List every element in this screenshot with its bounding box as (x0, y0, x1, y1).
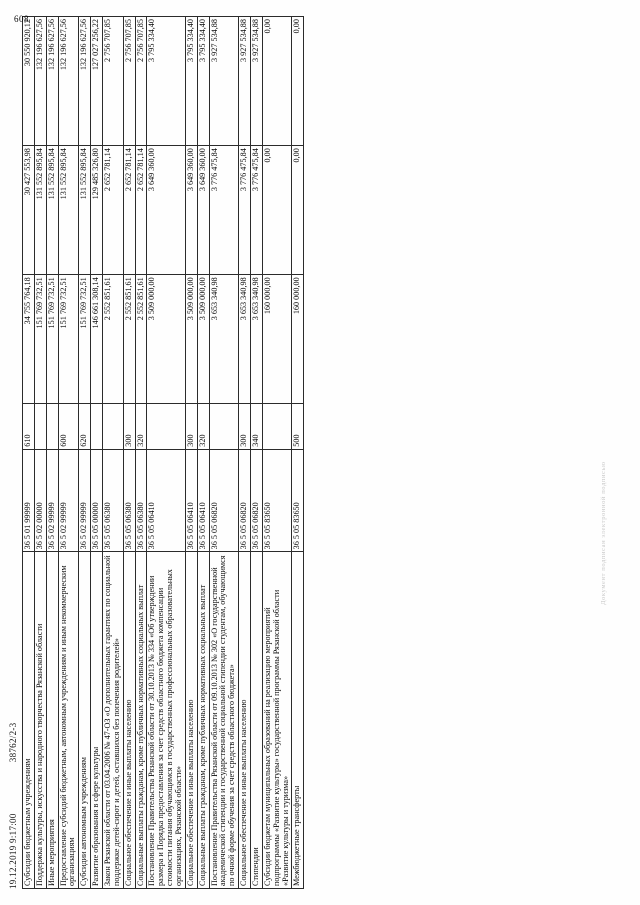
table-row (135, 17, 147, 889)
row-code: 36 5 02 99999 (79, 449, 91, 552)
row-name: Постановление Правительства Рязанской области от 09.10.2013 № 302 «О государственной академической стипендии и государственной социальной стипендии студентам, обучающимся по очной форме обучения за счет средств областного бюджета» (209, 552, 239, 889)
row-vr (262, 404, 292, 449)
row-value-2: 131 552 895,84 (79, 146, 91, 275)
row-vr: 610 (23, 404, 35, 449)
row-value-2: 0,00 (262, 146, 292, 275)
row-value-1: 3 509 000,00 (147, 275, 185, 404)
row-value-1: 2 552 851,61 (135, 275, 147, 404)
row-value-1: 3 653 340,98 (251, 275, 263, 404)
row-value-1: 2 552 851,61 (123, 275, 135, 404)
table-row (209, 17, 239, 889)
row-value-3: 0,00 (292, 17, 304, 146)
row-value-2: 2 652 781,14 (123, 146, 135, 275)
row-value-2: 0,00 (292, 146, 304, 275)
table-row (79, 17, 91, 889)
table-row (123, 17, 135, 889)
row-value-2: 3 649 360,00 (147, 146, 185, 275)
row-value-1: 160 000,00 (292, 275, 304, 404)
electronic-signature-watermark: Документ подписан электронной подписью (600, 461, 607, 605)
row-value-3: 2 756 707,85 (103, 17, 124, 146)
row-value-3: 3 927 534,88 (239, 17, 251, 146)
row-code: 36 5 05 83650 (292, 449, 304, 552)
row-value-3: 2 756 707,85 (135, 17, 147, 146)
row-vr (91, 404, 103, 449)
row-name: Социальные выплаты гражданам, кроме публичных нормативных социальных выплат (135, 552, 147, 889)
row-value-2: 30 427 553,98 (23, 146, 35, 275)
meta-timestamp: 19.12.2019 9:17:00 (8, 813, 18, 889)
row-code: 36 5 05 06410 (197, 449, 209, 552)
table-row (185, 17, 197, 889)
row-value-2: 131 552 895,84 (58, 146, 79, 275)
row-vr (103, 404, 124, 449)
row-name: Закон Рязанской области от 03.04.2006 № 47-ОЗ «О дополнительных гарантиях по социальной поддержке детей-сирот и детей, оставшихся без попечения родителей» (103, 552, 124, 889)
row-value-3: 30 550 920,12 (23, 17, 35, 146)
table-row (58, 17, 79, 889)
row-value-1: 3 509 000,00 (197, 275, 209, 404)
row-vr: 340 (251, 404, 263, 449)
table-row (91, 17, 103, 889)
row-value-2: 3 776 475,84 (239, 146, 251, 275)
row-value-3: 3 795 334,40 (197, 17, 209, 146)
table-row (251, 17, 263, 889)
row-name: Социальное обеспечение и иные выплаты населению (185, 552, 197, 889)
row-value-3: 132 196 627,56 (46, 17, 58, 146)
row-code: 36 5 02 99999 (46, 449, 58, 552)
row-value-2: 131 552 895,84 (34, 146, 46, 275)
row-code: 36 5 05 06820 (209, 449, 239, 552)
row-value-2: 131 552 895,84 (46, 146, 58, 275)
table-row (262, 17, 292, 889)
row-vr: 600 (58, 404, 79, 449)
row-value-2: 3 649 360,00 (185, 146, 197, 275)
row-code: 36 5 05 06410 (147, 449, 185, 552)
row-name: Субсидии автономным учреждениям (79, 552, 91, 889)
row-value-2: 2 652 781,14 (103, 146, 124, 275)
document-meta-left (8, 723, 18, 889)
page-number: 608 (14, 14, 29, 24)
row-vr: 300 (239, 404, 251, 449)
row-vr (34, 404, 46, 449)
row-vr: 500 (292, 404, 304, 449)
row-value-2: 2 652 781,14 (135, 146, 147, 275)
budget-table (22, 16, 304, 889)
row-code: 36 5 05 06380 (103, 449, 124, 552)
row-value-2: 129 485 326,80 (91, 146, 103, 275)
row-value-2: 3 776 475,84 (251, 146, 263, 275)
row-value-3: 127 027 256,22 (91, 17, 103, 146)
row-vr: 620 (79, 404, 91, 449)
row-name: Предоставление субсидий бюджетным, автономным учреждениям и иным некоммерческим организациям (58, 552, 79, 889)
table-row (46, 17, 58, 889)
row-value-1: 34 755 764,18 (23, 275, 35, 404)
row-name: Стипендии (251, 552, 263, 889)
row-value-2: 3 649 360,00 (197, 146, 209, 275)
table-row (147, 17, 185, 889)
table-row (23, 17, 35, 889)
row-name: Социальное обеспечение и иные выплаты населению (239, 552, 251, 889)
row-value-1: 2 552 851,61 (103, 275, 124, 404)
row-value-1: 3 653 340,98 (239, 275, 251, 404)
row-vr: 300 (185, 404, 197, 449)
row-value-1: 3 509 000,00 (185, 275, 197, 404)
row-value-3: 132 196 627,56 (79, 17, 91, 146)
row-name: Поддержка культуры, искусства и народного творчества Рязанской области (34, 552, 46, 889)
row-vr: 320 (135, 404, 147, 449)
row-vr: 300 (123, 404, 135, 449)
budget-table-body (23, 17, 304, 889)
row-value-3: 3 795 334,40 (147, 17, 185, 146)
table-row (292, 17, 304, 889)
row-vr (209, 404, 239, 449)
row-value-1: 151 769 732,51 (46, 275, 58, 404)
row-name: Иные мероприятия (46, 552, 58, 889)
row-vr: 320 (197, 404, 209, 449)
row-value-2: 3 776 475,84 (209, 146, 239, 275)
row-value-3: 3 927 534,88 (251, 17, 263, 146)
row-code: 36 5 02 99999 (58, 449, 79, 552)
row-name: Развитие образования в сфере культуры (91, 552, 103, 889)
table-row (197, 17, 209, 889)
row-code: 36 5 01 99999 (23, 449, 35, 552)
row-value-3: 132 196 627,56 (58, 17, 79, 146)
meta-docnumber: 38762/2-3 (8, 722, 18, 763)
row-value-1: 151 769 732,51 (58, 275, 79, 404)
row-value-3: 3 927 534,88 (209, 17, 239, 146)
row-value-1: 151 769 732,51 (34, 275, 46, 404)
row-value-1: 146 661 308,14 (91, 275, 103, 404)
row-code: 36 5 05 00000 (91, 449, 103, 552)
row-name: Социальные выплаты гражданам, кроме публичных нормативных социальных выплат (197, 552, 209, 889)
row-code: 36 5 05 06410 (185, 449, 197, 552)
row-value-3: 132 196 627,56 (34, 17, 46, 146)
row-value-1: 3 653 340,98 (209, 275, 239, 404)
row-code: 36 5 02 00000 (34, 449, 46, 552)
table-row (239, 17, 251, 889)
row-value-1: 160 000,00 (262, 275, 292, 404)
row-code: 36 5 05 83650 (262, 449, 292, 552)
row-code: 36 5 05 06380 (123, 449, 135, 552)
row-code: 36 5 05 06380 (135, 449, 147, 552)
row-vr (147, 404, 185, 449)
row-name: Социальное обеспечение и иные выплаты населению (123, 552, 135, 889)
row-value-3: 3 795 334,40 (185, 17, 197, 146)
row-name: Субсидии бюджетным учреждениям (23, 552, 35, 889)
row-value-1: 151 769 732,51 (79, 275, 91, 404)
row-code: 36 5 05 06820 (251, 449, 263, 552)
row-name: Субсидии бюджетам муниципальных образований на реализацию мероприятий подпрограммы «Развитие культуры» государственной программы Рязанской области «Развитие культуры и туризма» (262, 552, 292, 889)
row-value-3: 2 756 707,85 (123, 17, 135, 146)
row-name: Межбюджетные трансферты (292, 552, 304, 889)
row-name: Постановление Правительства Рязанской области от 30.10.2013 № 334 «Об утверждении размера и Порядка предоставления за счет средств областного бюджета компенсации стоимости питания обучающимся в государственных профессиональных образовательных организациях, Рязанской области» (147, 552, 185, 889)
row-code: 36 5 05 06820 (239, 449, 251, 552)
row-value-3: 0,00 (262, 17, 292, 146)
table-row (34, 17, 46, 889)
table-row (103, 17, 124, 889)
row-vr (46, 404, 58, 449)
